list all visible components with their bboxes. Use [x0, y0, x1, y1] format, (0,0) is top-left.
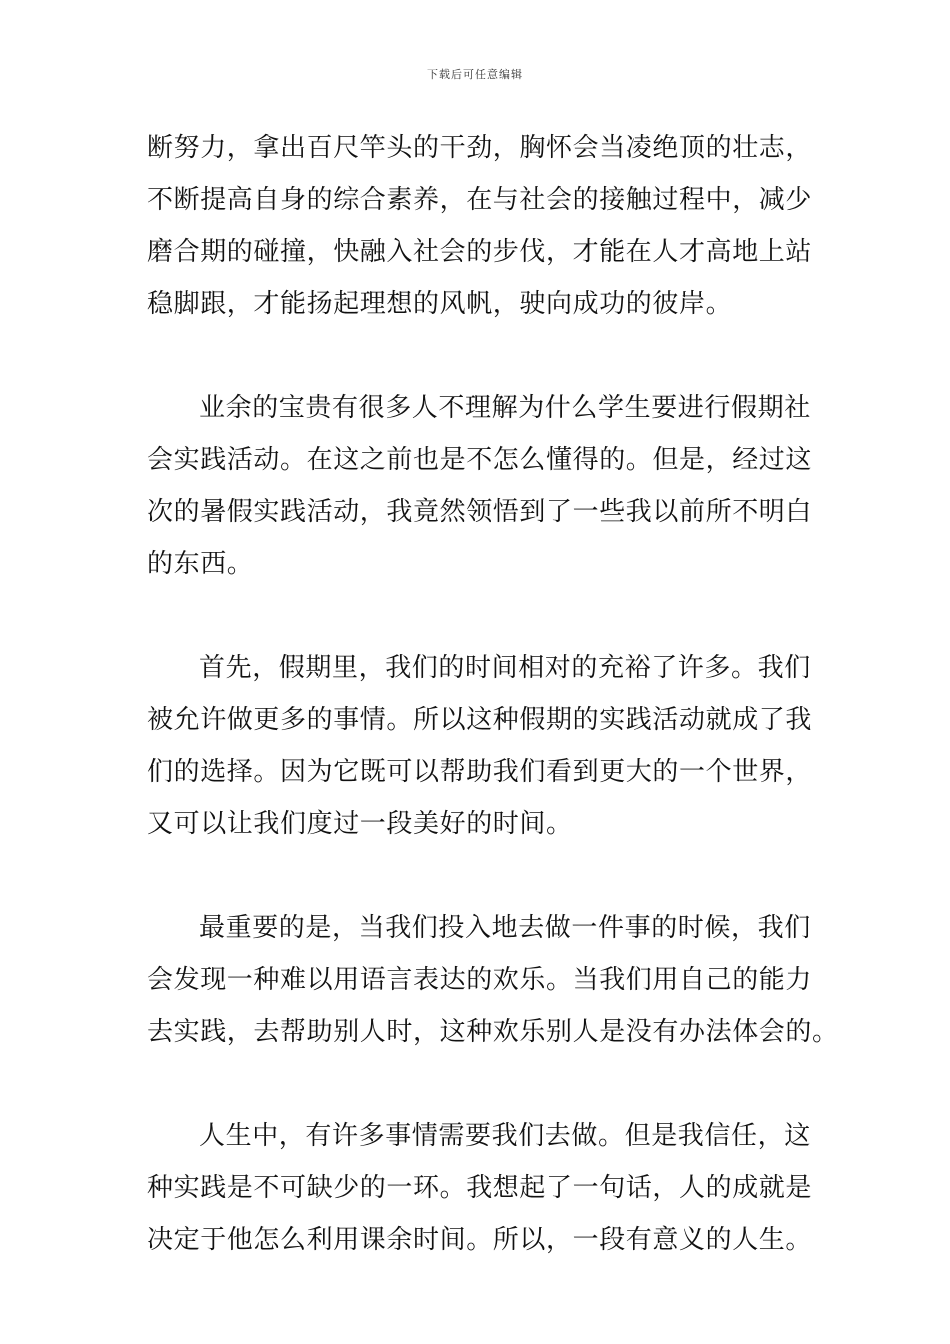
paragraph-5	[147, 1110, 813, 1266]
paragraph-line: 首先，假期里，我们的时间相对的充裕了许多。我们	[199, 653, 811, 683]
paragraph-line: 被允许做更多的事情。所以这种假期的实践活动就成了我	[147, 705, 813, 735]
paragraph-2	[147, 382, 813, 590]
paragraph-line: 去实践，去帮助别人时，这种欢乐别人是没有办法体会的。	[147, 1017, 839, 1047]
paragraph-line: 又可以让我们度过一段美好的时间。	[147, 809, 573, 839]
paragraph-line: 会实践活动。在这之前也是不怎么懂得的。但是，经过这	[147, 445, 813, 475]
paragraph-1	[147, 122, 813, 330]
paragraph-line: 的东西。	[147, 549, 254, 579]
paragraph-line: 次的暑假实践活动，我竟然领悟到了一些我以前所不明白	[147, 497, 813, 527]
document-body	[147, 122, 839, 1266]
paragraph-line: 磨合期的碰撞，快融入社会的步伐，才能在人才高地上站	[147, 237, 813, 267]
paragraph-gap	[147, 850, 807, 902]
paragraph-3	[147, 642, 813, 850]
paragraph-line: 业余的宝贵有很多人不理解为什么学生要进行假期社	[199, 393, 811, 423]
paragraph-line: 会发现一种难以用语言表达的欢乐。当我们用自己的能力	[147, 965, 813, 995]
page-header: 下载后可任意编辑	[427, 68, 523, 81]
paragraph-line: 稳脚跟，才能扬起理想的风帆，驶向成功的彼岸。	[147, 289, 733, 319]
paragraph-gap	[147, 330, 807, 382]
paragraph-line: 不断提高自身的综合素养，在与社会的接触过程中，减少	[147, 185, 813, 215]
paragraph-line: 人生中，有许多事情需要我们去做。但是我信任，这	[199, 1121, 811, 1151]
paragraph-line: 最重要的是，当我们投入地去做一件事的时候，我们	[199, 913, 811, 943]
paragraph-gap	[147, 1058, 807, 1110]
paragraph-line: 断努力，拿出百尺竿头的干劲，胸怀会当凌绝顶的壮志，	[147, 133, 813, 163]
paragraph-line: 种实践是不可缺少的一环。我想起了一句话，人的成就是	[147, 1173, 813, 1203]
paragraph-4	[147, 902, 839, 1058]
paragraph-line: 决定于他怎么利用课余时间。所以，一段有意义的人生。	[147, 1225, 813, 1255]
paragraph-line: 们的选择。因为它既可以帮助我们看到更大的一个世界，	[147, 757, 813, 787]
paragraph-gap	[147, 590, 807, 642]
